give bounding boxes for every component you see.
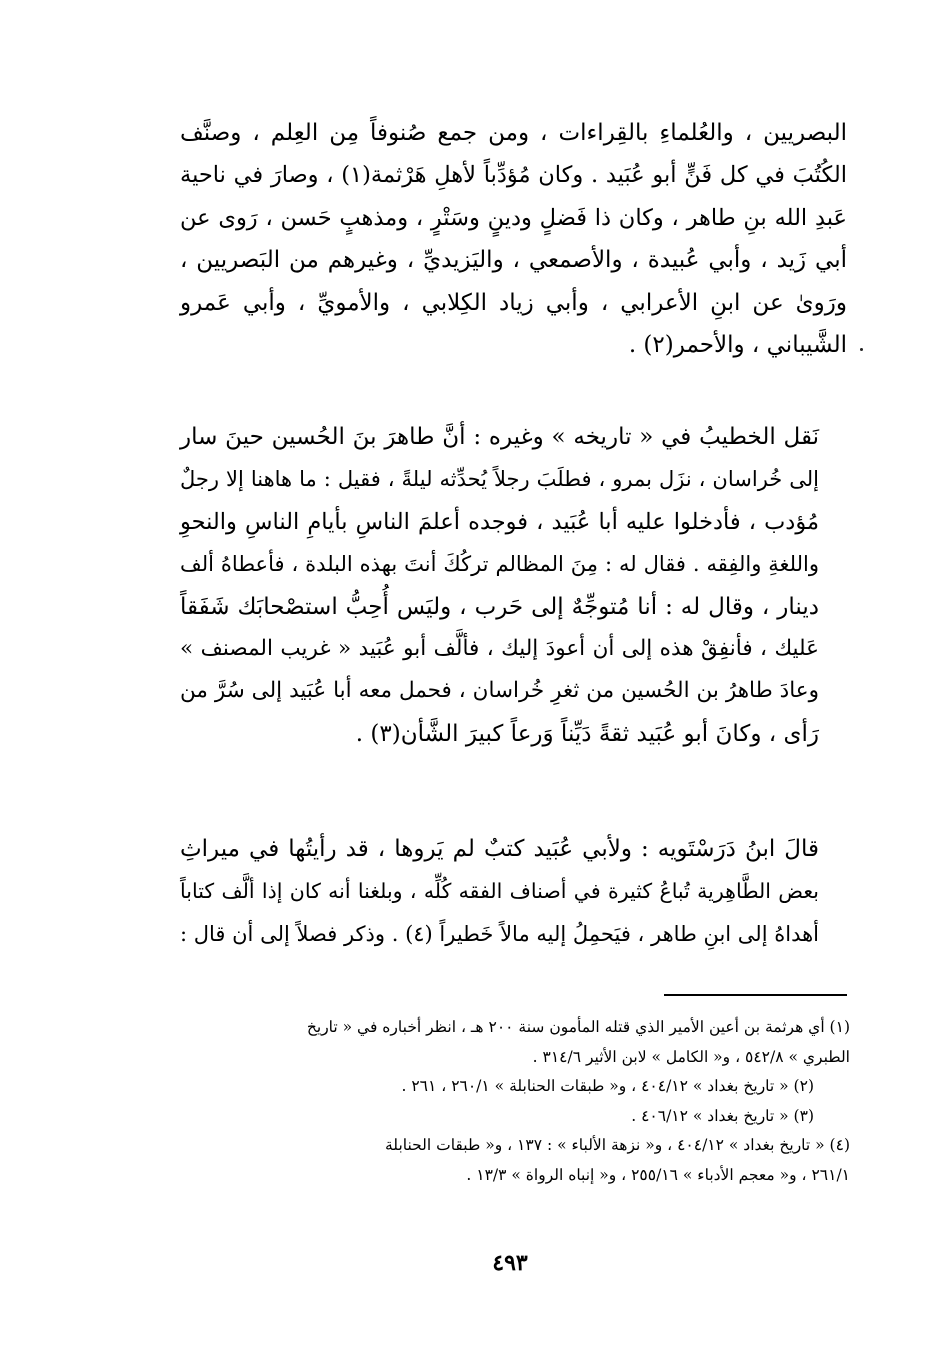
text-line: رَأى ، وكانَ أبو عُبَيد ثقةً دَيِّناً وَرعاً كبيرَ الشَّأن(٣) .	[355, 720, 819, 747]
text-line: أبي زَيد ، وأبي عُبيدة ، والأصمعي ، واليَزيديِّ ، وغيرهم من البَصريين ،	[180, 247, 847, 274]
text-line: ورَوىٰ عن ابنِ الأعرابي ، وأبي زياد الكِلابي ، والأمويِّ ، وأبي عَمرو	[180, 289, 847, 316]
text-line: الشَّيباني ، والأحمر(٢) .	[628, 332, 847, 359]
text-line: بعض الطَّاهِرية تُباعُ كثيرة في أصناف الفقه كُلِّه ، وبلغنا أنه كان إذا ألَّف كتاباً	[180, 879, 819, 904]
paragraph-1	[180, 112, 847, 366]
footnote-line: الطبري » ٥٤٢/٨ ، و« الكامل » لابن الأثير ٣١٤/٦ .	[532, 1047, 850, 1066]
text-line: الكُتُبَ في كل فَنٍّ أبو عُبَيد . وكان مُؤدِّباً لأهلِ هَرْثمة(١) ، وصارَ في ناحية	[180, 162, 847, 189]
footnote-line: (٤) « تاريخ بغداد » ٤٠٤/١٢ ، و« نزهة الألباء » : ١٣٧ ، و« طبقات الحنابلة	[385, 1136, 850, 1155]
paragraph-2	[180, 416, 847, 755]
footnote-line: (١) أي هرثمة بن أعين الأمير الذي قتله المأمون سنة ٢٠٠ هـ ، انظر أخباره في « تاريخ	[306, 1018, 850, 1036]
page-number: ٤٩٣	[492, 1250, 528, 1276]
text-line: أهداهُ إلى ابنِ طاهر ، فيَحمِلُ إليه مالاً خَطيراً (٤) . وذكر فصلاً إلى أن قال :	[180, 921, 819, 946]
footnotes	[184, 1013, 850, 1191]
footnote-line: (٣) « تاريخ بغداد » ٤٠٦/١٢ .	[631, 1106, 814, 1125]
footnote-line: (٢) « تاريخ بغداد » ٤٠٤/١٢ ، و« طبقات الحنابلة » ٢٦٠/١ ، ٢٦١ .	[401, 1077, 814, 1096]
text-line: واللغةِ والفِقه . فقال له : مِنَ المظالم تركُكَ أنتَ بهذه البلدة ، فأعطاهُ ألف	[180, 552, 819, 577]
text-line: قالَ ابنُ دَرَسْتَويه : ولأبي عُبَيد كتبٌ لم يَروها ، قد رأيتُها في ميراثِ	[180, 836, 819, 862]
text-line: وعادَ طاهرُ بن الحُسين من ثغرِ خُراسان ، فحمل معه أبا عُبَيد إلى سُرَّ من	[180, 678, 819, 704]
text-line: عَبدِ الله بنِ طاهر ، وكان ذا فَضلٍ ودينٍ وسَتْرٍ ، ومذهبٍ حَسن ، رَوى عن	[180, 204, 847, 231]
text-line: نَقل الخطيبُ في « تاريخه » وغيره : أنَّ طاهرَ بنَ الحُسين حينَ سار	[180, 424, 819, 450]
footnote-separator	[664, 994, 847, 996]
paragraph-3	[180, 828, 847, 955]
text-line: إلى خُراسان ، نزَل بمرو ، فطلَبَ رجلاً يُحدِّثه ليلةً ، فقيل : ما هاهنا إلا رجلٌ	[180, 467, 819, 492]
text-line: البصريين ، والعُلماءِ بالقِراءات ، ومن جمع صُنوفاً مِن العِلم ، وصنَّف	[180, 120, 847, 146]
scan-speck	[860, 348, 863, 351]
footnote-line: ٢٦١/١ ، و« معجم الأدباء » ٢٥٥/١٦ ، و« إنباه الرواة » ١٣/٣ .	[466, 1165, 850, 1184]
text-line: عَليك ، فأنفِقْ هذه إلى أن أعودَ إليك ، فألَّف أبو عُبَيد « غريب المصنف »	[180, 636, 819, 662]
text-line: دينار ، وقال له : أنا مُتوجِّهٌ إلى حَرب ، وليَس أُحِبُّ استصْحابَك شَفَقاً	[180, 593, 819, 620]
text-line: مُؤدب ، فأدخلوا عليه أبا عُبَيد ، فوجده أعلمَ الناسِ بأيامِ الناسِ والنحوِ	[180, 508, 819, 535]
